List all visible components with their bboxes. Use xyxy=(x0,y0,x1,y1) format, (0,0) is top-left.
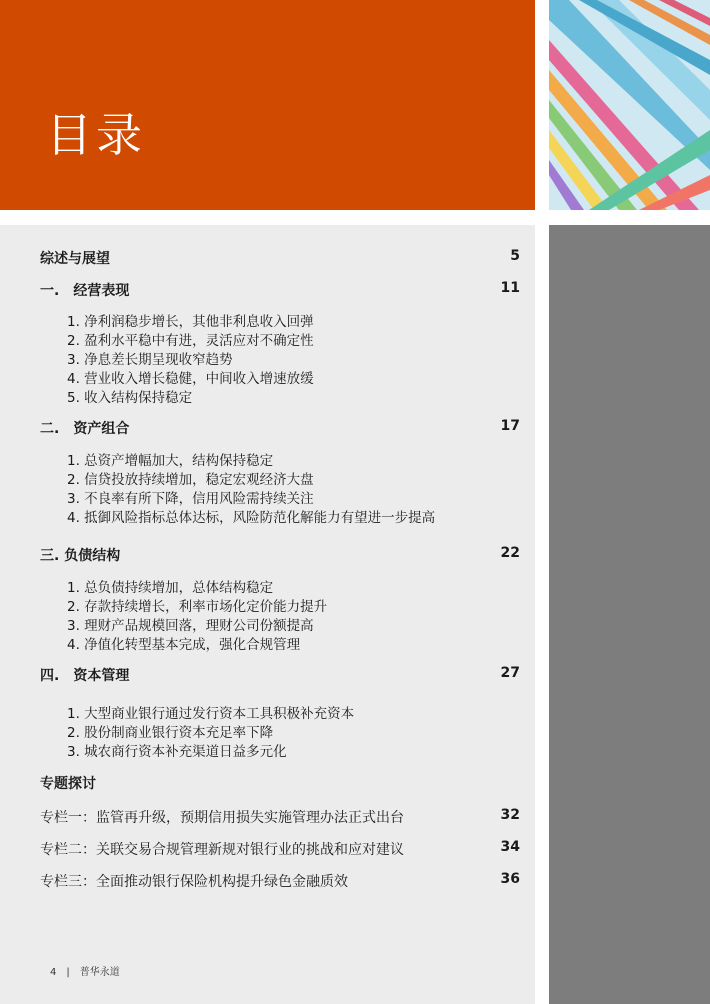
toc-column-label: 专栏三：全面推动银行保险机构提升绿色金融质效 xyxy=(40,874,348,890)
side-gray-panel xyxy=(549,225,710,1004)
toc-section-overview[interactable] xyxy=(0,248,535,268)
toc-section-capital[interactable] xyxy=(0,665,535,685)
toc-section-performance[interactable] xyxy=(0,280,535,300)
page-footer xyxy=(50,963,120,978)
footer-separator: | xyxy=(66,967,70,978)
toc-item[interactable]: 1. 总负债持续增加，总体结构稳定 xyxy=(67,580,274,596)
toc-page-number: 32 xyxy=(500,807,520,823)
toc-column-label: 专栏一：监管再升级，预期信用损失实施管理办法正式出台 xyxy=(40,810,404,826)
toc-section-label: 四. 资本管理 xyxy=(40,668,130,684)
toc-section-topics[interactable] xyxy=(0,773,535,793)
toc-column-label: 专栏二：关联交易合规管理新规对银行业的挑战和应对建议 xyxy=(40,842,404,858)
toc-item[interactable]: 1. 总资产增幅加大，结构保持稳定 xyxy=(67,453,274,469)
toc-item[interactable]: 2. 信贷投放持续增加，稳定宏观经济大盘 xyxy=(67,472,314,488)
toc-item[interactable]: 4. 净值化转型基本完成，强化合规管理 xyxy=(67,637,301,653)
toc-item[interactable]: 1. 大型商业银行通过发行资本工具积极补充资本 xyxy=(67,706,355,722)
toc-section-label: 三. 负债结构 xyxy=(40,548,121,564)
page-title: 目录 xyxy=(46,108,146,162)
toc-item[interactable]: 2. 存款持续增长，利率市场化定价能力提升 xyxy=(67,599,328,615)
toc-column-2[interactable] xyxy=(0,839,535,859)
toc-section-assets[interactable] xyxy=(0,418,535,438)
toc-item[interactable]: 2. 股份制商业银行资本充足率下降 xyxy=(67,725,274,741)
toc-item[interactable]: 1. 净利润稳步增长，其他非利息收入回弹 xyxy=(67,314,314,330)
footer-brand: 普华永道 xyxy=(79,967,120,978)
toc-panel xyxy=(0,225,535,1004)
toc-item[interactable]: 3. 城农商行资本补充渠道日益多元化 xyxy=(67,744,287,760)
colorful-arches-image xyxy=(549,0,710,210)
toc-page-number: 27 xyxy=(500,665,520,681)
toc-item[interactable]: 3. 理财产品规模回落，理财公司份额提高 xyxy=(67,618,314,634)
header-band xyxy=(0,0,535,210)
toc-item[interactable]: 4. 营业收入增长稳健，中间收入增速放缓 xyxy=(67,371,314,387)
toc-page-number: 34 xyxy=(500,839,520,855)
toc-section-label: 综述与展望 xyxy=(40,251,110,267)
footer-page-number: 4 xyxy=(50,967,57,978)
toc-column-1[interactable] xyxy=(0,807,535,827)
toc-page-number: 17 xyxy=(500,418,520,434)
toc-item[interactable]: 2. 盈利水平稳中有进，灵活应对不确定性 xyxy=(67,333,314,349)
header-photo xyxy=(549,0,710,210)
toc-item[interactable]: 3. 不良率有所下降，信用风险需持续关注 xyxy=(67,491,314,507)
toc-section-label: 专题探讨 xyxy=(40,776,96,792)
toc-section-liabilities[interactable] xyxy=(0,545,535,565)
toc-column-3[interactable] xyxy=(0,871,535,891)
toc-item[interactable]: 3. 净息差长期呈现收窄趋势 xyxy=(67,352,233,368)
toc-section-label: 二. 资产组合 xyxy=(40,421,130,437)
toc-page-number: 22 xyxy=(500,545,520,561)
toc-page-number: 5 xyxy=(510,248,520,264)
toc-page-number: 11 xyxy=(500,280,520,296)
toc-item[interactable]: 5. 收入结构保持稳定 xyxy=(67,390,193,406)
toc-page-number: 36 xyxy=(500,871,520,887)
toc-item[interactable]: 4. 抵御风险指标总体达标，风险防范化解能力有望进一步提高 xyxy=(67,510,436,526)
toc-section-label: 一. 经营表现 xyxy=(40,283,130,299)
